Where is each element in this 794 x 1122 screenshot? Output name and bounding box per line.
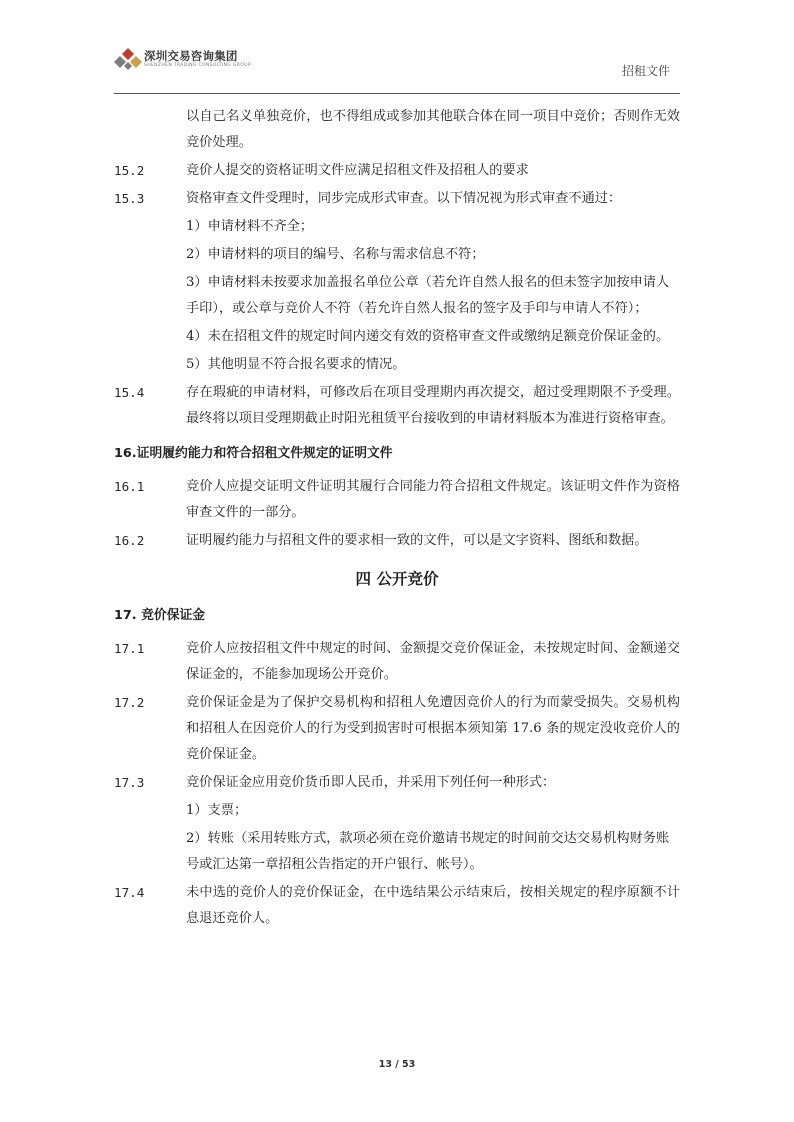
logo-name-en: SHENZHEN TRADING CONSULTING GROUP (144, 63, 251, 68)
clause-text: 资格审查文件受理时，同步完成形式审查。以下情况视为形式审查不通过： (186, 191, 622, 206)
list-item: 3）申请材料未按要求加盖报名单位公章（若允许自然人报名的但未签字加按申请人手印），或公章与竞价人不符（若允许自然人报名的签字及手印与申请人不符）； (186, 275, 670, 316)
page-content (114, 104, 680, 932)
clause-17-3 (114, 770, 680, 796)
logo-mark-icon (114, 46, 142, 72)
list-item: 5）其他明显不符合报名要求的情况。 (186, 357, 406, 372)
clause-text: 竞价保证金应用竞价货币即人民币，并采用下列任何一种形式： (186, 775, 556, 790)
paragraph-continuation: 以自己名义单独竞价，也不得组成或参加其他联合体在同一项目中竞价；否则作无效竞价处理。 (186, 109, 680, 150)
clause-number: 17.1 (114, 641, 145, 656)
clause-number: 17.2 (114, 695, 145, 710)
list-item: 4）未在招租文件的规定时间内递交有效的资格审查文件或缴纳足额竞价保证金的。 (186, 329, 670, 344)
clause-text: 竞价人应提交证明文件证明其履行合同能力符合招租文件规定。该证明文件作为资格审查文件的一部分。 (186, 479, 680, 520)
list-item: 2）申请材料的项目的编号、名称与需求信息不符； (186, 247, 485, 262)
clause-number: 15.2 (114, 163, 145, 178)
company-logo (114, 46, 251, 76)
list-item: 1）申请材料不齐全； (186, 219, 314, 234)
clause-15-4 (114, 380, 680, 432)
section-heading-17: 17. 竞价保证金 (114, 608, 206, 623)
clause-number: 15.4 (114, 385, 145, 400)
clause-15-3 (114, 186, 680, 212)
clause-16-1 (114, 474, 680, 526)
clause-number: 15.3 (114, 191, 145, 206)
clause-text: 竞价人提交的资格证明文件应满足招租文件及招租人的要求 (186, 163, 529, 178)
section-heading-16: 16.证明履约能力和符合招租文件规定的证明文件 (114, 446, 393, 461)
clause-number: 17.3 (114, 775, 145, 790)
clause-15-2 (114, 158, 680, 184)
document-label: 招租文件 (621, 64, 670, 78)
clause-17-1 (114, 636, 680, 688)
page-number: 13 / 53 (378, 1059, 416, 1070)
clause-number: 16.1 (114, 479, 145, 494)
clause-text: 竞价人应按招租文件中规定的时间、金额提交竞价保证金，未按规定时间、金额递交保证金的，不能参加现场公开竞价。 (186, 641, 680, 682)
page-header (114, 44, 680, 94)
clause-text: 证明履约能力与招租文件的要求相一致的文件，可以是文字资料、图纸和数据。 (186, 533, 648, 548)
list-item: 2）转账（采用转账方式，款项必须在竞价邀请书规定的时间前交达交易机构财务账号或汇达第一章招租公告指定的开户银行、帐号）。 (186, 831, 670, 872)
clause-text: 竞价保证金是为了保护交易机构和招租人免遭因竞价人的行为而蒙受损失。交易机构和招租人在因竞价人的行为受到损害时可根据本须知第 17.6 条的规定没收竞价人的竞价保证金。 (186, 695, 680, 762)
header-divider (114, 93, 680, 94)
clause-number: 17.4 (114, 885, 145, 900)
clause-text: 未中选的竞价人的竞价保证金，在中选结果公示结束后，按相关规定的程序原额不计息退还竞价人。 (186, 885, 680, 926)
clause-text: 存在瑕疵的申请材料，可修改后在项目受理期内再次提交，超过受理期限不予受理。最终将以项目受理期截止时阳光租赁平台接收到的申请材料版本为准进行资格审查。 (186, 385, 680, 426)
logo-name-cn: 深圳交易咨询集团 (144, 49, 238, 63)
clause-17-4 (114, 880, 680, 932)
clause-16-2 (114, 528, 680, 554)
clause-17-2 (114, 690, 680, 768)
clause-number: 16.2 (114, 533, 145, 548)
list-item: 1）支票； (186, 803, 248, 818)
chapter-heading: 四 公开竞价 (355, 570, 439, 588)
